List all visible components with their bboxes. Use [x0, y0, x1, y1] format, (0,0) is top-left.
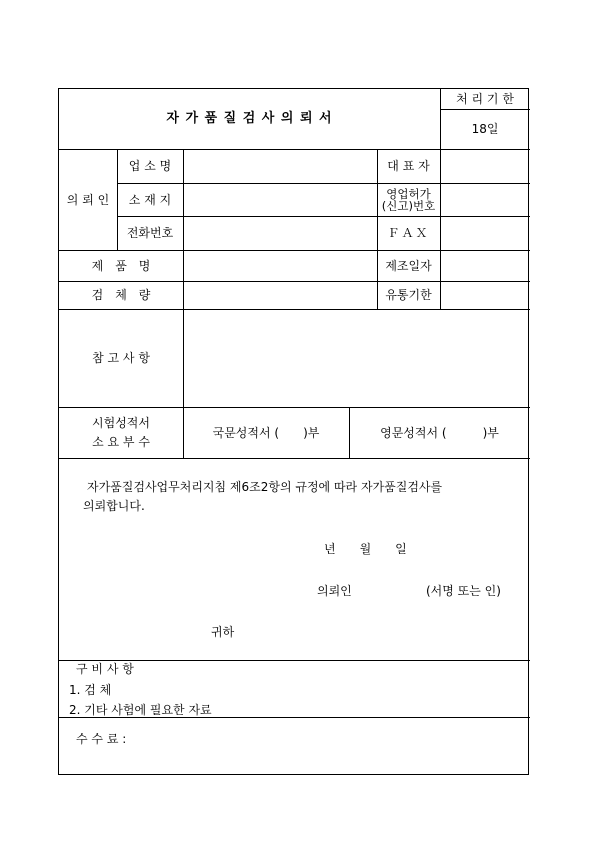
business-name-label: 업 소 명	[128, 159, 172, 173]
english-report-copies[interactable]: 영문성적서 ( )부	[380, 425, 499, 440]
sample-amount-field[interactable]	[184, 282, 377, 309]
row-divider	[59, 660, 530, 661]
product-name-field[interactable]	[184, 251, 377, 281]
license-label-line1: 영업허가	[386, 186, 431, 201]
expiry-field[interactable]	[441, 282, 530, 309]
fax-label: ＦＡＸ	[387, 226, 430, 240]
manufacture-date-field[interactable]	[441, 251, 530, 281]
address-label: 소 재 지	[128, 192, 172, 207]
representative-label: 대 표 자	[387, 159, 430, 173]
signer-label: 의뢰인	[317, 584, 352, 598]
date-line: 년 월 일	[324, 542, 407, 556]
license-label-line2: (신고)번호	[381, 198, 436, 213]
remarks-label: 참 고 사 항	[92, 351, 150, 365]
deadline-value: 18일	[471, 122, 499, 136]
addressee: 귀하	[211, 625, 235, 639]
report-copies-label-line2: 소 요 부 수	[92, 434, 150, 449]
report-copies-label-line1: 시험성적서	[92, 415, 150, 430]
row-divider	[59, 458, 530, 459]
attachment-item-2: 2. 기타 사험에 필요한 자료	[69, 703, 212, 717]
license-number-field[interactable]	[441, 184, 530, 216]
fee-label: 수 수 료 :	[76, 732, 127, 746]
expiry-label: 유통기한	[385, 288, 432, 302]
deadline-label: 처 리 기 한	[456, 92, 514, 106]
attachments-title: 구 비 사 항	[76, 662, 134, 676]
request-text-line2: 의뢰합니다.	[83, 499, 145, 513]
attachment-item-1: 1. 검 체	[69, 683, 112, 697]
signature-note: (서명 또는 인)	[426, 584, 501, 598]
address-field[interactable]	[184, 184, 377, 216]
remarks-field[interactable]	[184, 310, 530, 407]
manufacture-date-label: 제조일자	[385, 258, 432, 273]
korean-report-copies[interactable]: 국문성적서 ( )부	[212, 425, 320, 440]
request-text-line1: 자가품질검사업무처리지침 제6조2항의 규정에 따라 자가품질검사를	[87, 480, 443, 494]
product-name-label: 제 품 명	[91, 258, 151, 273]
phone-label: 전화번호	[126, 226, 174, 240]
business-name-field[interactable]	[184, 150, 377, 183]
phone-field[interactable]	[184, 217, 377, 250]
form-title: 자 가 품 질 검 사 의 뢰 서	[166, 111, 333, 126]
representative-field[interactable]	[441, 150, 530, 183]
requester-label: 의 뢰 인	[66, 192, 110, 207]
fax-field[interactable]	[441, 217, 530, 250]
sample-amount-label: 검 체 량	[91, 288, 151, 302]
report-copies-label	[59, 407, 183, 458]
license-label	[377, 183, 440, 216]
inspection-request-form	[58, 88, 529, 775]
